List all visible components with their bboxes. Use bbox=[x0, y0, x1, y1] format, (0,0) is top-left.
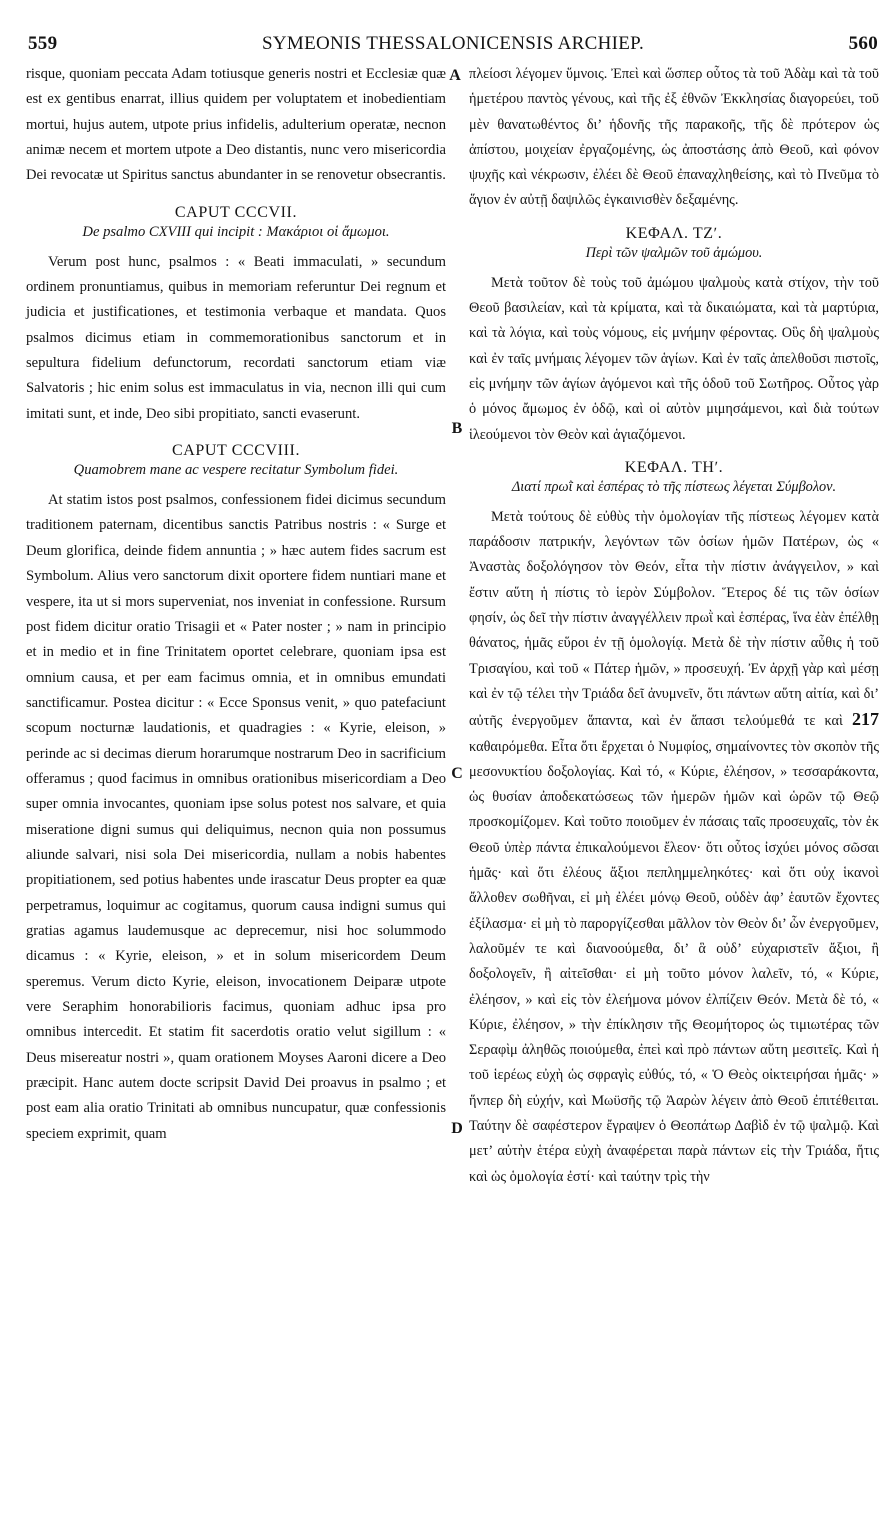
greek-chapter-307-subtitle: Περὶ τῶν ψαλμῶν τοῦ ἀμώμου. bbox=[585, 244, 763, 261]
greek-paragraph-1: πλείοσι λέγομεν ὕμνοις. Ἐπεὶ καὶ ὥσπερ οὗτος τὰ τοῦ Ἀδὰμ καὶ τὰ τοῦ ἡμετέρου παντὸς γένους, καὶ τῆς ἐξ ἐθνῶν Ἐκκλησίας διαγορεύει, τοῦ μὲν θανατωθέντος δι’ ἡδονῆς τῆς παρακοῆς, τῆς δὲ πρότερον ὡς ἀπίστου, μοιχείαν ἐργαζομένης, ὡς ἀποστάσης ἀπὸ Θεοῦ, καὶ φόνον ψυχῆς καὶ νέκρωσιν, ἐλέει δὲ Θεοῦ ἐπαναχληθείσης, καὶ τὸ Πνεῦμα τὸ ἅγιον ἐν αὐτῇ δαψιλῶς ἐγκαινισθὲν δεξαμένης. bbox=[469, 66, 879, 209]
latin-chapter-308-subtitle: Quamobrem mane ac vespere recitatur Symbolum fidei. bbox=[73, 462, 399, 479]
greek-paragraph-3 bbox=[469, 505, 879, 1190]
latin-column bbox=[26, 62, 446, 1147]
latin-chapter-308-heading: CAPUT CCCVIII. bbox=[171, 442, 301, 460]
margin-letter-b: B bbox=[451, 420, 463, 437]
page-number-right: 560 bbox=[848, 33, 878, 54]
margin-letter-c: C bbox=[451, 765, 463, 782]
margin-letter-a: A bbox=[449, 67, 461, 84]
greek-column bbox=[469, 62, 879, 1190]
page-number-left: 559 bbox=[28, 33, 58, 54]
latin-paragraph-3: At statim istos post psalmos, confessionem fidei dicimus secundum traditionem paternam, dicentibus sanctis Patribus nostris : « Surge et Deum glorifica, deinde fidem annuntia ; » hæc autem fides sacrum est Symbolum. Alius vero sanctorum dixit oportere fidem nuntiari mane et vespere, ita ut si mors superveniat, nos inveniat in confessione. Rursum post fidem dicitur oratio Trisagii et « Pater noster ; » nam in principio et in medio et in fine Trinitatem oportet celebrare, quoniam ipsa est omnium causa, et per eam facimus omnia, et in omnibus emundati sanctificamur. Postea dicitur : « Ecce Sponsus venit, » quo patefaciunt scopum nocturnæ laudationis, et quadragies : « Kyrie, eleison, » perinde ac si decimas dierum horarumque nostrarum Deo in sacrificium offeramus ; quod facimus in omnibus orationibus misericordiam a Deo super omnia invocantes, quoniam ipse solus potest nos salvare, et quia miseratione digni sumus qui deliquimus, necnon quia non possumus aliunde salvari, nisi sola Dei misericordia, nullam a nobis habentes propitiationem, sed potius habentes unde irascatur Deus propter ea quæ perpetramus, loquimur ac cogitamus, quorum causa indigni sumus qui gratias agamus laudemusque ac deprecemur, nisi hoc solummodo dicamus : « Kyrie, eleison, » et in solum misericordem Deum speremus. Verum dicto Kyrie, eleison, invocationem Deiparæ utpote vere Seraphim honorabilioris facimus, quoniam adhuc ipsa pro omnibus intercedit. Et statim fit sacerdotis oratio velut sigillum : « Deus misereatur nostri », quam orationem Moyses Aaroni dicere a Deo præcipit. Hanc autem docte scripsit David Dei proavus in psalmo ; et post eam alia oratio Trinitati ab omnibus nuncupatur, quæ confessionis speciem exprimit, quam bbox=[26, 492, 446, 1142]
running-head bbox=[28, 33, 878, 57]
latin-paragraph-2: Verum post hunc, psalmos : « Beati immaculati, » secundum ordinem pronuntiamus, quibus in memoriam referuntur Dei regnum et judicia et justificationes, et testimonia verbaque et mandata. Quos psalmos dicimus etiam in commemorationibus sanctorum et in sepultura fidelium defunctorum, recordati sanctorum etiam viæ Salvatoris ; hic enim solus est immaculatus in via, necnon illi qui cum imitati sunt, et inde, Deo sibi propitiato, sancti evaserunt. bbox=[26, 253, 446, 422]
greek-chapter-308-heading: ΚΕΦΑΛ. ΤΗʹ. bbox=[624, 458, 724, 476]
latin-chapter-307-subtitle: De psalmo CXVIII qui incipit : Μακάριοι οἱ ἄμωμοι. bbox=[82, 223, 390, 240]
column-number: 217 bbox=[852, 709, 879, 730]
greek-paragraph-2: Μετὰ τοῦτον δὲ τοὺς τοῦ ἀμώμου ψαλμοὺς κατὰ στίχον, τὴν τοῦ Θεοῦ βασιλείαν, καὶ τὰ κρίματα, καὶ τὰ δικαιώματα, καὶ τὰ μαρτύρια, καὶ τὰ λόγια, καὶ τοὺς νόμους, εἰς μνήμην φέροντας. Οὓς δὴ ψαλμοὺς καὶ ἐν ταῖς μνήμαις λέγομεν τῶν ἁγίων. Καὶ ἐν ταῖς ἀπελθοῦσι πιστοῖς, εἰς μνήμην τῶν ἁγίων ἀγόμενοι καὶ τῆς ὁδοῦ τοῦ Σωτῆρος. Οὗτος γὰρ ὁ μόνος ἄμωμος ἐν ὁδῷ, καὶ οἱ αὐτὸν μιμησάμενοι, καὶ διὰ τούτων ἱλεούμενοι τὸν Θεὸν καὶ ἁγιαζόμενοι. bbox=[469, 274, 879, 443]
greek-paragraph-3-part-b: καθαιρόμεθα. Εἶτα ὅτι ἔρχεται ὁ Νυμφίος, σημαίνοντες τὸν σκοπὸν τῆς μεσονυκτίου δοξολογίας. Καὶ τό, « Κύριε, ἐλέησον, » τεσσαράκοντα, ὡς θυσίαν ἀποδεκατώσεως τῶν ἡμερῶν ἡμῶν καὶ ὡρῶν τῷ Θεῷ προσκομίζομεν. Καὶ τοῦτο ποιοῦμεν ἐν πάσαις ταῖς προσευχαῖς, τὸν ἐκ Θεοῦ ὑπὲρ πάντα ἐπικαλούμενοι ἔλεον· ὅτι οὗτος ἰσχύει μόνος σῶσαι ἡμᾶς· καὶ ὅτι ἐλέους ἄξιοι πεπλημμεληκότες· καὶ ὅτι οὐχ ἱκανοὶ ἄλλοθεν σωθῆναι, εἰ μὴ ἐλέει μόνῳ Θεοῦ, οὐδὲν ἀφ’ ἑαυτῶν ἔχοντες ἐξίλασμα· εἰ μὴ τὸ παροργίζεσθαι μᾶλλον τὸν Θεὸν δι’ ὧν ἐνεργοῦμεν, λαλοῦμέν τε καὶ διανοούμεθα, δι’ ἃ οὐδ’ εὐχαριστεῖν ἄξιοι, ἢ δοξολογεῖν, ἢ αἰτεῖσθαι· εἰ μὴ τοῦτο μόνον λαλεῖν, τό, « Κύριε, ἐλέησον, » καὶ εἰς τὸν ἐλεήμονα μόνον ἐλπίζειν Θεόν. Μετὰ δὲ τό, « Κύριε, ἐλέησον, » τὴν ἐπίκλησιν τῆς Θεομήτορος ὡς τιμιωτέρας τῶν Σεραφὶμ ἀληθῶς ποιούμεθα, ἐπεὶ καὶ πρὸ πάντων αὕτη μεσιτεῖς. Καὶ ἡ τοῦ ἱερέως εὐχὴ ὡς σφραγὶς εὐθύς, τό, « Ὁ Θεὸς οἰκτειρήσαι ἡμᾶς· » ἥνπερ δὴ εὐχήν, καὶ Μωϋσῆς τῷ Ἀαρὼν λέγειν ἀπὸ Θεοῦ ἐπιτέθειται. Ταύτην δὲ σαφέστερον ἔγραψεν ὁ Θεοπάτωρ Δαβὶδ ἐν τῷ ψαλμῷ. Καὶ μετ’ αὐτὴν ἑτέρα εὐχὴ ἀναφέρεται παρὰ πάντων εἰς τὴν Τριάδα, ἥτις καὶ ὡς ὁμολογία ἐστί· καὶ ταύτην τρὶς τὴν bbox=[469, 738, 879, 1185]
running-title: SYMEONIS THESSALONICENSIS ARCHIEP. bbox=[262, 33, 644, 54]
margin-letter-d: D bbox=[451, 1120, 463, 1137]
latin-chapter-307-heading: CAPUT CCCVII. bbox=[174, 203, 298, 221]
greek-chapter-308-subtitle: Διατί πρωῒ καὶ ἑσπέρας τὸ τῆς πίστεως λέγεται Σύμβολον. bbox=[511, 478, 837, 495]
greek-chapter-307-heading: ΚΕΦΑΛ. ΤΖʹ. bbox=[625, 224, 723, 242]
latin-paragraph-1: risque, quoniam peccata Adam totiusque generis nostri et Ecclesiæ quæ est ex gentibus enarrat, illius quidem per voluptatem et inobedientiam mortui, hujus autem, utpote prius infidelis, adulterium operatæ, necnon animæ necem et mortem utpote a Deo distantis, nunc vero misericordia Dei revocatæ ut Spiritus sanctus abundanter in se renovetur obsecrantis. bbox=[26, 66, 446, 184]
greek-paragraph-3-part-a: Μετὰ τούτους δὲ εὐθὺς τὴν ὁμολογίαν τῆς πίστεως λέγομεν κατὰ παράδοσιν πατρικήν, λεγόντων τῶν ὁσίων ἡμῶν Πατέρων, ὡς « Ἀναστὰς δοξολόγησον τὸν Θεόν, εἶτα τὴν πίστιν ἀνάγγειλον, » καὶ ἔστιν αὕτη ἡ πίστις τὸ ἱερὸν Σύμβολον. Ἕτερος δέ τις τῶν ὁσίων φησίν, ὡς δεῖ τὴν πίστιν ἀναγγέλλειν πρωῒ καὶ ἑσπέρας, ἵνα ἐὰν ἐπέλθῃ θάνατος, ἡμᾶς εὕροι ἐν τῇ ὁμολογίᾳ. Μετὰ δὲ τὴν πίστιν αὖθις ἡ τοῦ Τρισαγίου, καὶ τοῦ « Πάτερ ἡμῶν, » προσευχή. Ἐν ἀρχῇ γὰρ καὶ μέσῃ καὶ ἐν τῷ τέλει τὴν Τριάδα δεῖ ἀνυμνεῖν, ὅτι πάντων αὕτη αἰτία, καὶ δι’ αὐτῆς ἐνεργοῦμεν ἅπαντα, καὶ ἐν ἅπασι τελούμεθά τε καὶ bbox=[469, 508, 879, 730]
